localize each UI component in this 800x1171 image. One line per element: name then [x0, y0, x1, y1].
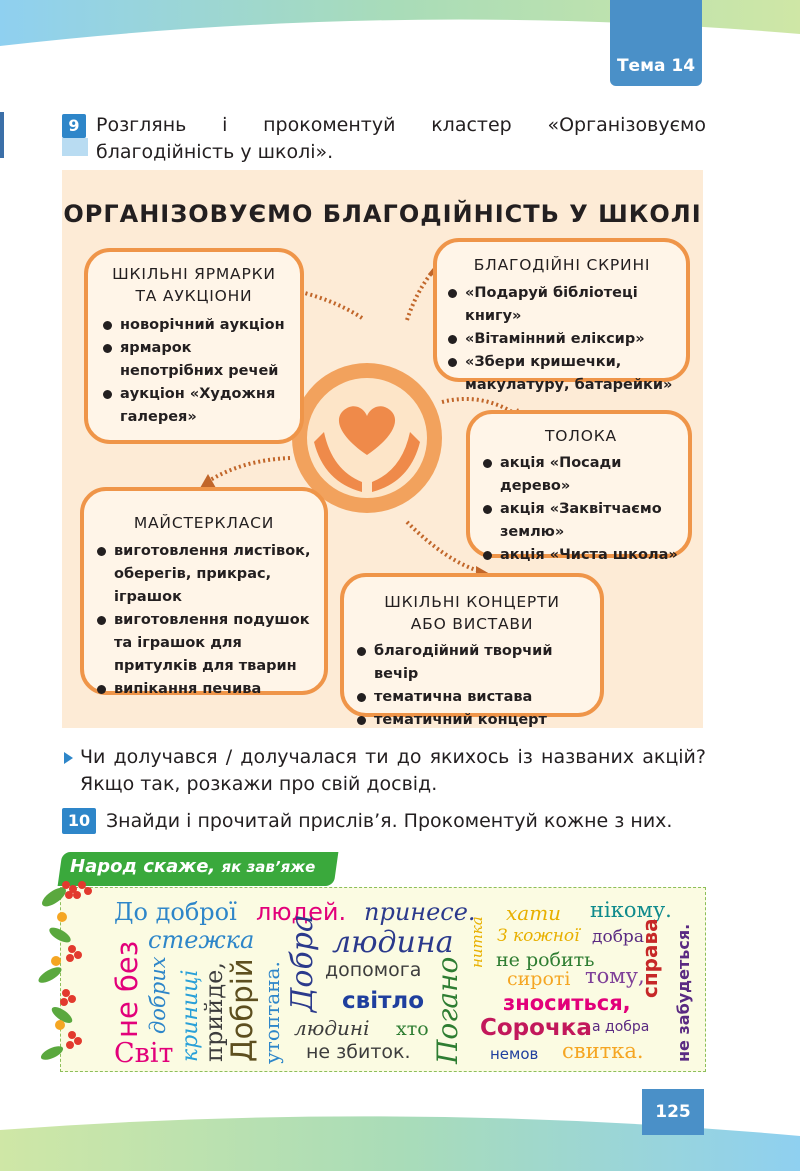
- proverb-word: а добра: [592, 1019, 650, 1035]
- list-item: аукціон «Художня галерея»: [102, 383, 294, 429]
- page-number: 125: [642, 1089, 704, 1135]
- proverb-word: сироті: [507, 968, 571, 990]
- list-item: «Подаруй бібліотеці книгу»: [447, 282, 685, 328]
- proverb-word: добрих: [146, 956, 170, 1034]
- proverb-word: добра: [592, 927, 644, 947]
- task-10-text: Знайди і прочитай прислів’я. Прокоментуй кожне з них.: [106, 810, 673, 832]
- proverb-word: не забудеться.: [674, 923, 693, 1062]
- toloka-title: ТОЛОКА: [545, 427, 617, 445]
- task-number-shadow: [62, 138, 88, 156]
- proverbs-banner-text: Народ скаже, як зав’яже: [70, 856, 316, 877]
- proverb-word: зноситься,: [503, 991, 631, 1015]
- proverb-word: не робить: [496, 949, 595, 971]
- margin-marker: [0, 112, 4, 158]
- proverb-word: не без: [110, 940, 144, 1038]
- proverb-word: справа: [638, 918, 662, 998]
- arrowhead-workshops: [200, 474, 216, 488]
- proverb-word: Світ: [114, 1038, 174, 1069]
- proverb-word: прийде,: [200, 962, 228, 1062]
- proverb-word: немов: [490, 1045, 539, 1063]
- list-item: виготовлення листівок, оберегів, прикрас, іграшок: [96, 540, 322, 609]
- list-item: благодійний творчий вечір: [356, 640, 596, 686]
- list-item: новорічний аукціон: [102, 314, 294, 337]
- task-number-9: 9: [62, 114, 86, 138]
- list-item: ярмарок непотрібних речей: [102, 337, 294, 383]
- proverb-word: нікому.: [590, 898, 672, 922]
- proverb-word: людина: [332, 925, 454, 960]
- list-item: виготовлення подушок та іграшок для притулків для тварин: [96, 609, 322, 678]
- fairs-list: [102, 314, 294, 429]
- proverb-word: хто: [396, 1018, 429, 1040]
- proverb-word: людей.: [256, 898, 347, 926]
- proverb-word: нитка: [468, 916, 486, 968]
- concerts-title: ШКІЛЬНІ КОНЦЕРТИ АБО ВИСТАВИ: [384, 593, 560, 633]
- proverb-word: хати: [506, 901, 562, 925]
- question-bullet-icon: [64, 752, 73, 764]
- viburnum-ornament-icon: [36, 865, 112, 1070]
- proverb-word: допомога: [325, 959, 422, 981]
- proverb-word: Погано: [431, 956, 464, 1064]
- workshops-list: [96, 540, 322, 701]
- proverb-word: До доброї: [114, 898, 237, 926]
- task-9-text: Розглянь і прокоментуй кластер «Організовуємо благодійність у школі».: [96, 114, 706, 163]
- chests-title: БЛАГОДІЙНІ СКРИНІ: [473, 256, 651, 274]
- workshops-title: МАЙСТЕРКЛАСИ: [133, 514, 275, 532]
- cluster-title: ОРГАНІЗОВУЄМО БЛАГОДІЙНІСТЬ У ШКОЛІ: [63, 200, 702, 228]
- arrow-to-workshops: [207, 458, 290, 482]
- theme-label: Тема 14: [616, 56, 696, 76]
- proverb-word: світло: [342, 988, 425, 1014]
- proverb-word: стежка: [148, 926, 255, 954]
- list-item: випікання печива: [96, 678, 322, 701]
- task-number-10: 10: [62, 808, 96, 834]
- list-item: акція «Заквітчаємо землю»: [482, 498, 688, 544]
- proverb-word: не збиток.: [306, 1041, 411, 1063]
- list-item: тематична вистава: [356, 686, 596, 709]
- proverb-word: З кожної: [497, 926, 580, 946]
- proverb-word: людині: [294, 1016, 370, 1040]
- proverb-word: утоптана.: [260, 961, 284, 1064]
- list-item: «Збери кришечки, макулатуру, батарейки»: [447, 351, 685, 397]
- concerts-list: [356, 640, 596, 732]
- list-item: акція «Посади дерево»: [482, 452, 688, 498]
- proverb-word: криниці: [178, 969, 203, 1062]
- proverb-word: Добрій: [225, 958, 259, 1062]
- list-item: «Вітамінний еліксир»: [447, 328, 685, 351]
- list-item: тематичний концерт: [356, 709, 596, 732]
- toloka-list: [482, 452, 688, 567]
- proverb-word: тому,: [585, 964, 645, 988]
- fairs-title: ШКІЛЬНІ ЯРМАРКИ ТА АУКЦІОНИ: [112, 265, 276, 305]
- proverb-word: принесе.: [364, 898, 476, 926]
- proverb-word: Добра: [285, 914, 320, 1012]
- list-item: акція «Чиста школа»: [482, 544, 688, 567]
- chests-list: [447, 282, 685, 397]
- arrow-to-chests: [407, 270, 434, 320]
- proverb-word: свитка.: [562, 1039, 644, 1063]
- proverb-word: Сорочка: [480, 1015, 592, 1041]
- question-text: Чи долучався / долучалася ти до якихось із названих акцій? Якщо так, розкажи про свій досвід.: [80, 746, 706, 795]
